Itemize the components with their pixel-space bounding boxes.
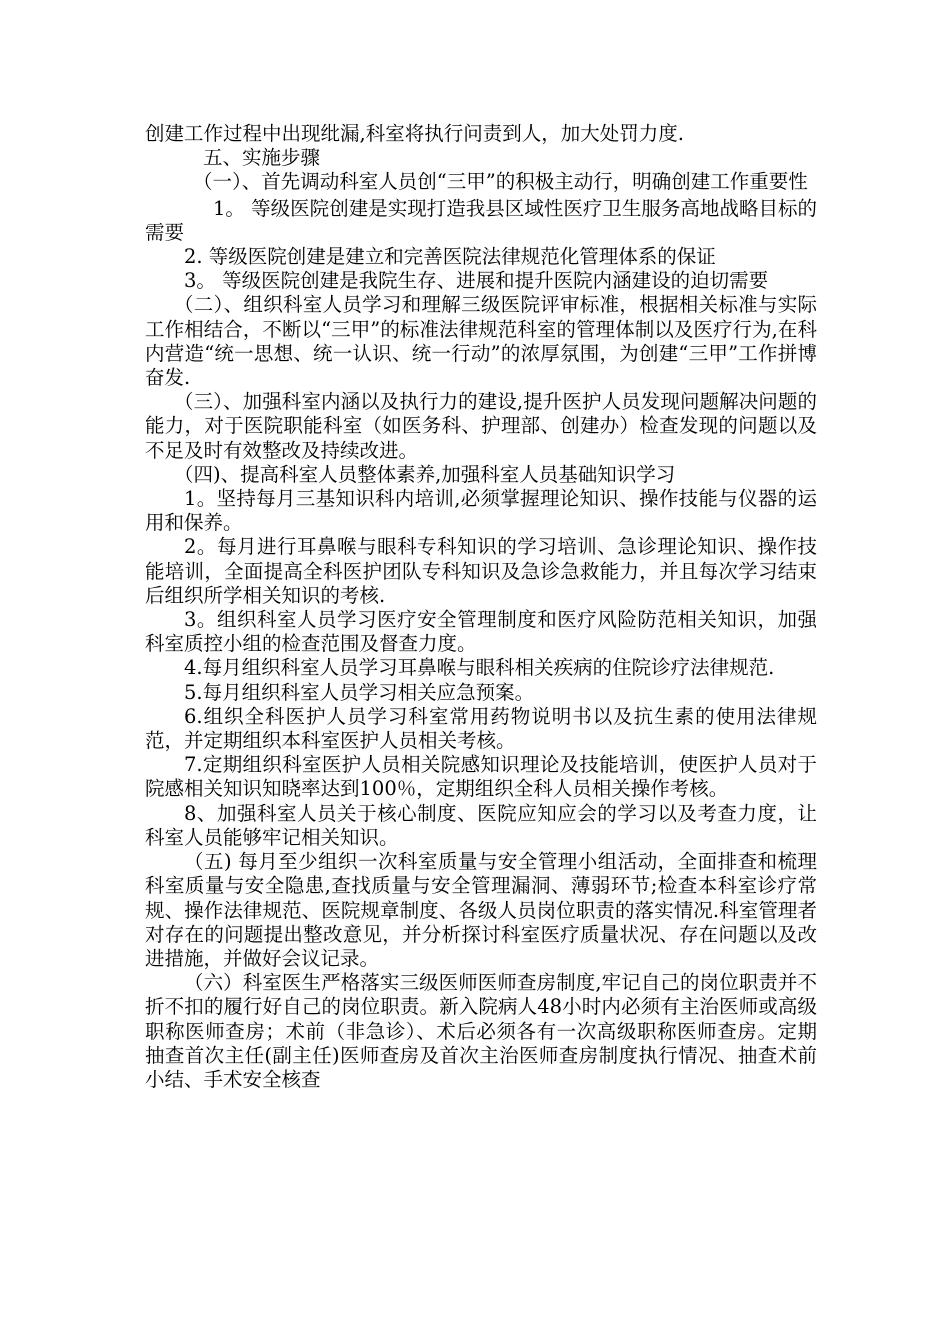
- paragraph-step-2: （二）、组织科室人员学习和理解三级医院评审标准，根据相关标准与实际工作相结合，不断以“三甲”的标准法律规范科室的管理体制以及医疗行为,在科内营造“统一思想、统一认识、统一行动”的浓厚氛围，为创建“三甲”工作拼博奋发.: [145, 293, 817, 390]
- paragraph-step-4-item-7: 7.定期组织科室医护人员相关院感知识理论及技能培训，使医护人员对于院感相关知识知晓率达到100％，定期组织全科人员相关操作考核。: [145, 753, 817, 801]
- paragraph-step-6: （六）科室医生严格落实三级医师医师查房制度,牢记自己的岗位职责并不折不扣的履行好自己的岗位职责。新入院病人48小时内必须有主治医师或高级职称医师查房；术前（非急诊）、术后必须各有一次高级职称医师查房。定期抽查首次主任(副主任)医师查房及首次主治医师查房制度执行情况、抽查术前小结、手术安全核查: [145, 971, 817, 1091]
- paragraph-step-4-item-3: 3。组织科室人员学习医疗安全管理制度和医疗风险防范相关知识，加强科室质控小组的检查范围及督查力度。: [145, 608, 817, 656]
- paragraph-step-1: （一）、首先调动科室人员创“三甲”的积极主动行，明确创建工作重要性: [193, 170, 808, 194]
- document-body: [145, 122, 817, 1092]
- paragraph-step-1-item-1: 1。 等级医院创建是实现打造我县区域性医疗卫生服务高地战略目标的需要: [145, 196, 817, 244]
- paragraph-step-1-item-3: 3。 等级医院创建是我院生存、进展和提升医院内涵建设的迫切需要: [184, 269, 769, 293]
- paragraph-step-1-item-2: 2. 等级医院创建是建立和完善医院法律规范化管理体系的保证: [184, 245, 716, 269]
- paragraph-step-4-item-2: 2。每月进行耳鼻喉与眼科专科知识的学习培训、急诊理论知识、操作技能培训，全面提高全科医护团队专科知识及急诊急救能力，并且每次学习结束后组织所学相关知识的考核.: [145, 535, 817, 607]
- paragraph-step-4-item-5: 5.每月组织科室人员学习相关应急预案。: [184, 680, 535, 704]
- paragraph-1: 创建工作过程中出现纰漏,科室将执行问责到人，加大处罚力度.: [145, 122, 684, 145]
- paragraph-step-4-item-4: 4.每月组织科室人员学习耳鼻喉与眼科相关疾病的住院诊疗法律规范.: [184, 656, 775, 680]
- paragraph-step-4-item-6: 6.组织全科医护人员学习科室常用药物说明书以及抗生素的使用法律规范，并定期组织本科室医护人员相关考核。: [145, 704, 817, 753]
- paragraph-step-4-item-1: 1。坚持每月三基知识科内培训,必须掌握理论知识、操作技能与仪器的运用和保养。: [145, 487, 817, 535]
- paragraph-step-5: （五) 每月至少组织一次科室质量与安全管理小组活动，全面排查和梳理科室质量与安全隐患,查找质量与安全管理漏洞、薄弱环节;检查本科室诊疗常规、操作法律规范、医院规章制度、各级人员岗位职责的落实情况.科室管理者对存在的问题提出整改意见，并分析探讨科室医疗质量状况、存在问题以及改进措施，并做好会议记录。: [145, 850, 817, 970]
- paragraph-step-4-item-8: 8、加强科室人员关于核心制度、医院应知应会的学习以及考查力度，让科室人员能够牢记相关知识。: [145, 801, 817, 849]
- paragraph-step-3: （三）、加强科室内涵以及执行力的建设,提升医护人员发现问题解决问题的能力，对于医院职能科室（如医务科、护理部、创建办）检查发现的问题以及不足及时有效整改及持续改进。: [145, 390, 817, 462]
- paragraph-step-4: （四)、提高科室人员整体素养,加强科室人员基础知识学习: [174, 462, 676, 486]
- section-heading-implementation-steps: 五、实施步骤: [203, 146, 321, 170]
